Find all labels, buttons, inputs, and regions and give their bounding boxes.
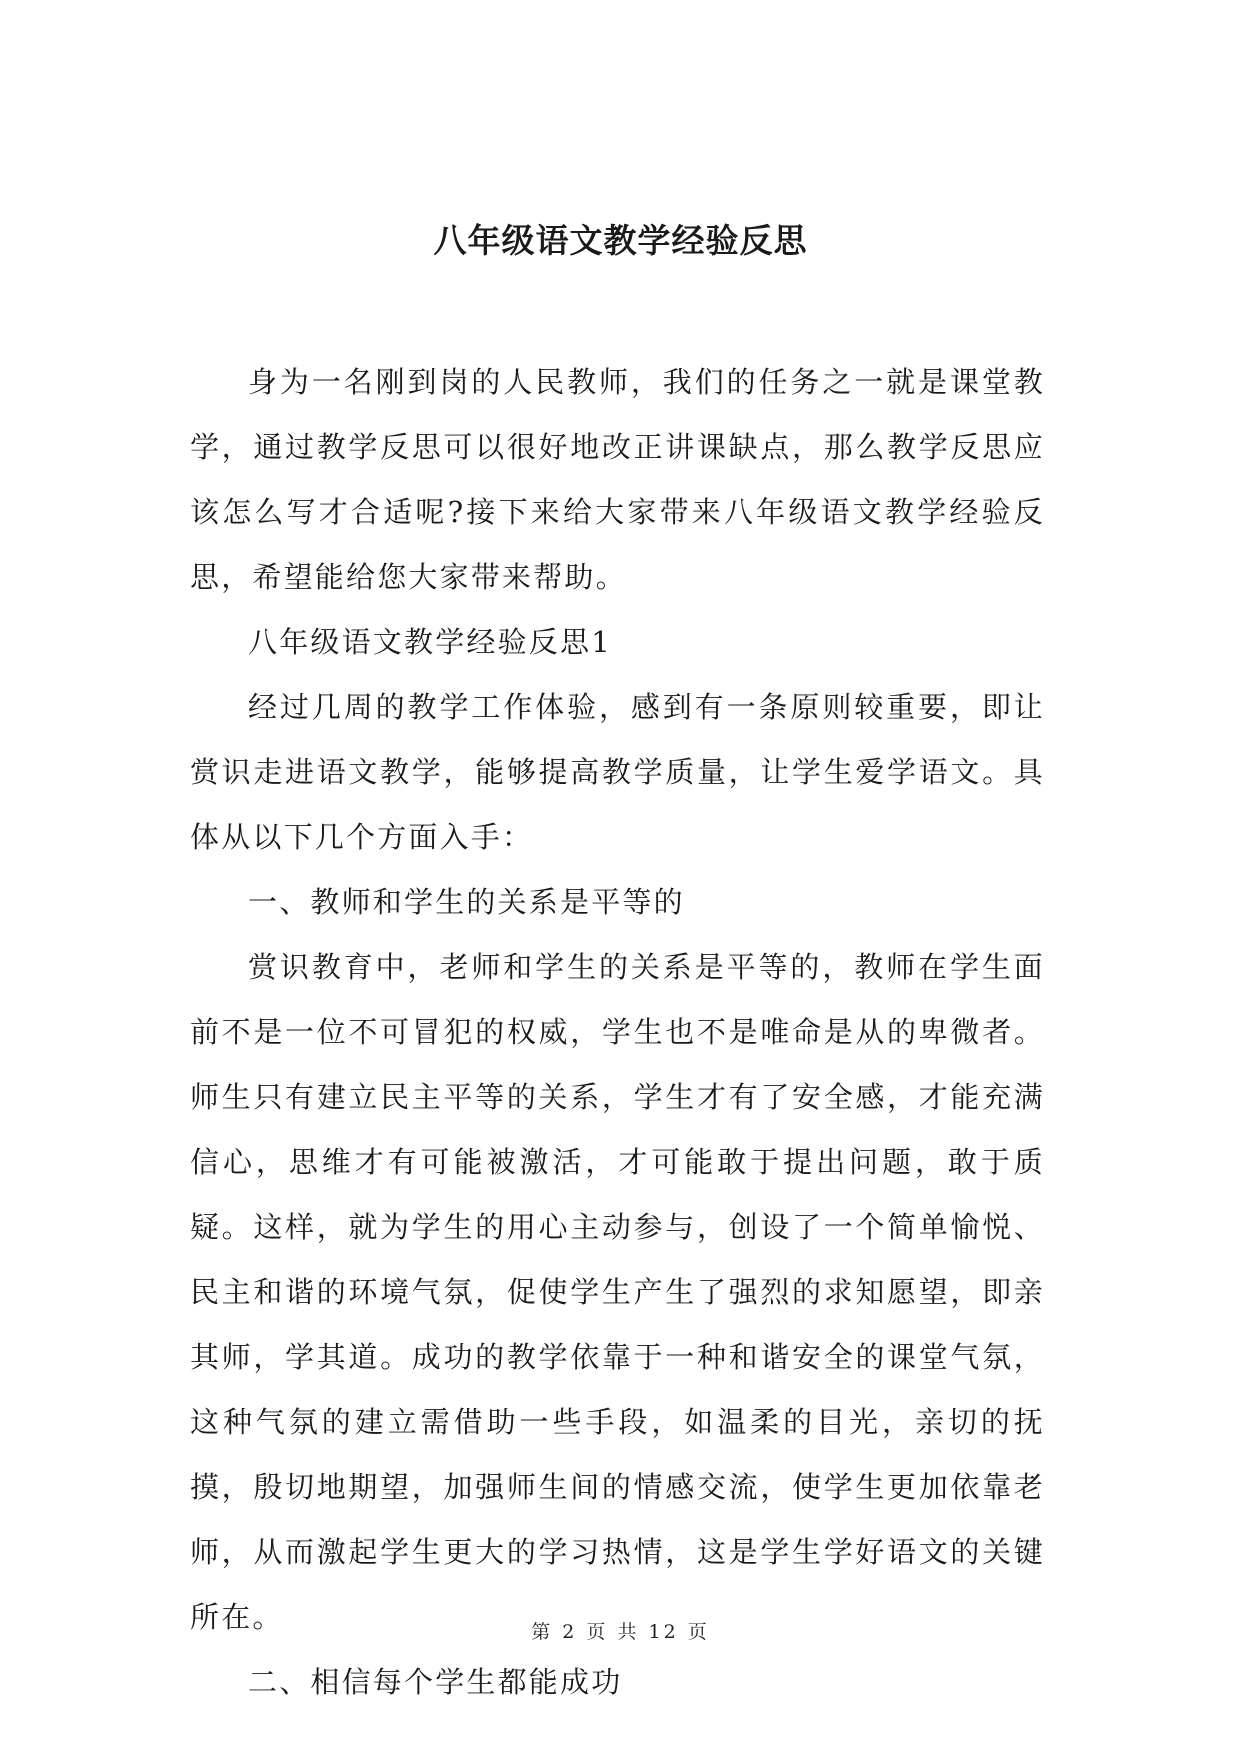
- document-title: 八年级语文教学经验反思: [433, 221, 808, 260]
- page-number-footer: 第 2 页 共 12 页: [531, 1621, 710, 1643]
- body-paragraph: 赏识教育中，老师和学生的关系是平等的，教师在学生面前不是一位不可冒犯的权威，学生也不是唯命是从的卑微者。师生只有建立民主平等的关系，学生才有了安全感，才能充满信心，思维才有可能被激活，才可能敢于提出问题，敢于质疑。这样，就为学生的用心主动参与，创设了一个简单愉悦、民主和谐的环境气氛，促使学生产生了强烈的求知愿望，即亲其师，学其道。成功的教学依靠于一种和谐安全的课堂气氛，这种气氛的建立需借助一些手段，如温柔的目光，亲切的抚摸，殷切地期望，加强师生间的情感交流，使学生更加依靠老师，从而激起学生更大的学习热情，这是学生学好语文的关键所在。: [190, 950, 1045, 1634]
- subsection-heading-1: 一、教师和学生的关系是平等的: [248, 885, 685, 919]
- section-heading-reflection-1: 八年级语文教学经验反思1: [248, 625, 612, 659]
- intro-paragraph: 身为一名刚到岗的人民教师，我们的任务之一就是课堂教学，通过教学反思可以很好地改正讲课缺点，那么教学反思应该怎么写才合适呢?接下来给大家带来八年级语文教学经验反思，希望能给您大家带来帮助。: [190, 365, 1045, 594]
- body-paragraph: 经过几周的教学工作体验，感到有一条原则较重要，即让赏识走进语文教学，能够提高教学质量，让学生爱学语文。具体从以下几个方面入手：: [190, 690, 1045, 854]
- subsection-heading-2: 二、相信每个学生都能成功: [248, 1665, 623, 1699]
- document-body: [190, 350, 1045, 1715]
